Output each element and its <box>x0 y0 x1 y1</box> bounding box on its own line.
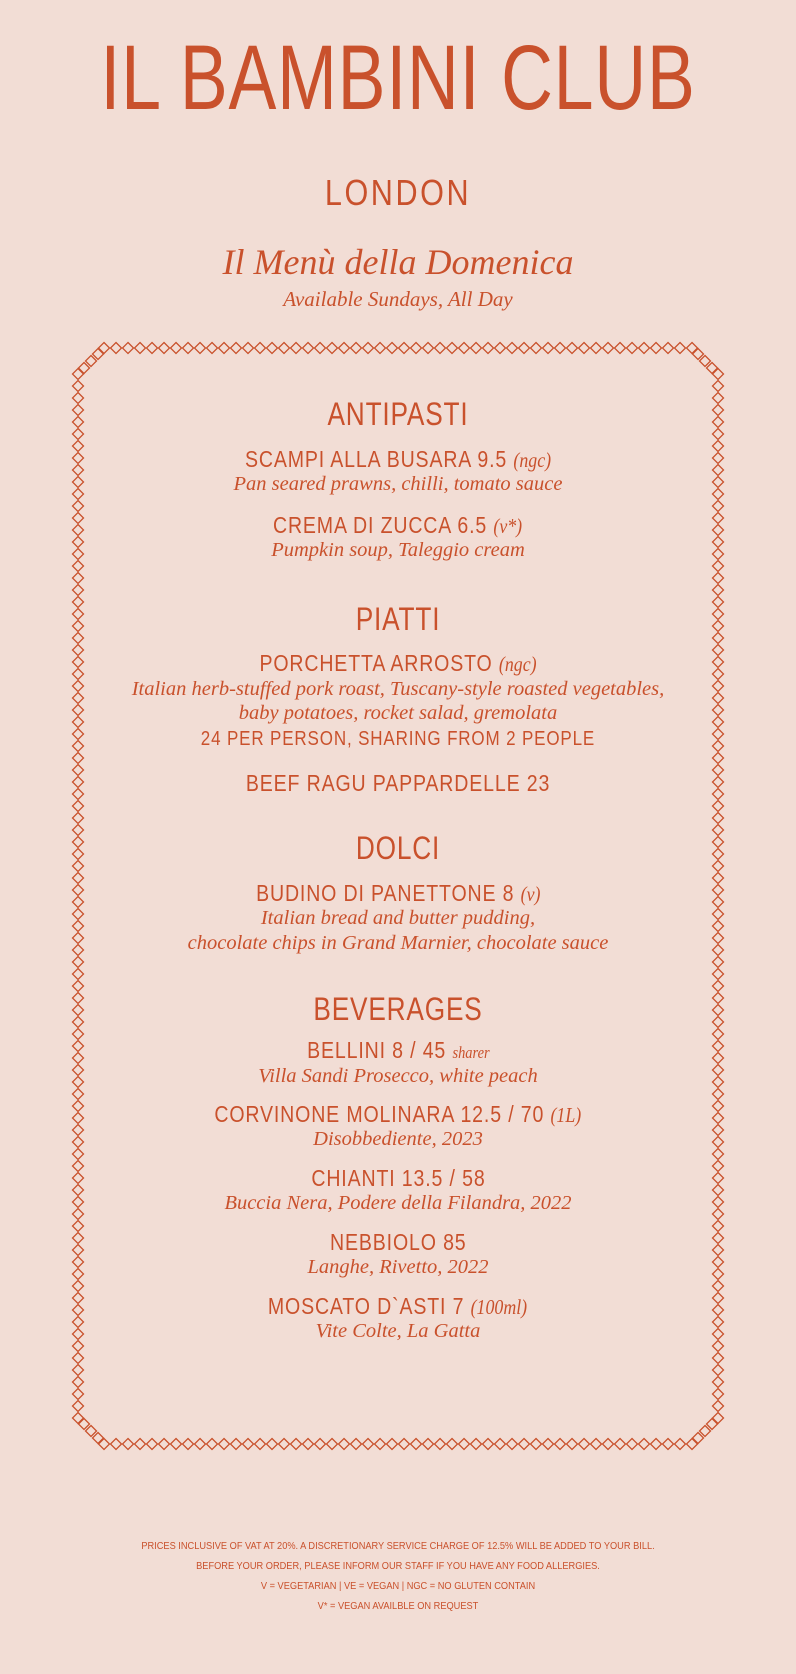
border-diamond <box>579 343 590 354</box>
border-diamond <box>675 343 686 354</box>
border-diamond <box>615 343 626 354</box>
border-diamond <box>555 343 566 354</box>
menu-item <box>76 447 720 497</box>
menu-subtitle: Available Sundays, All Day <box>283 287 513 311</box>
border-diamond <box>255 343 266 354</box>
item-name: BELLINI 8 / 45 <box>306 1037 446 1064</box>
border-diamond <box>159 1439 170 1450</box>
item-description: Pumpkin soup, Taleggio cream <box>271 538 525 561</box>
item-price-note: 24 PER PERSON, SHARING FROM 2 PEOPLE <box>200 727 596 750</box>
border-diamond <box>627 1439 638 1450</box>
border-diamond <box>159 343 170 354</box>
border-diamond <box>171 1439 182 1450</box>
item-name: CREMA DI ZUCCA 6.5 <box>273 511 488 538</box>
menu-item <box>76 513 720 563</box>
border-diamond <box>615 1439 626 1450</box>
item-description: Italian herb-stuffed pork roast, Tuscany-style roasted vegetables, <box>131 677 665 700</box>
border-diamond <box>375 1439 386 1450</box>
border-diamond <box>531 343 542 354</box>
border-diamond <box>291 343 302 354</box>
border-diamond <box>483 1439 494 1450</box>
border-diamond <box>471 1439 482 1450</box>
section-title: BEVERAGES <box>313 991 483 1028</box>
footer-allergy-note: BEFORE YOUR ORDER, PLEASE INFORM OUR STAFF IF YOU HAVE ANY FOOD ALLERGIES. <box>196 1560 600 1572</box>
item-name: SCAMPI ALLA BUSARA 9.5 <box>244 445 508 472</box>
border-diamond <box>231 1439 242 1450</box>
footer-dietary-key: V = VEGETARIAN | VE = VEGAN | NGC = NO GLUTEN CONTAIN <box>260 1580 536 1592</box>
border-diamond <box>423 1439 434 1450</box>
border-diamond <box>147 1439 158 1450</box>
border-diamond <box>243 1439 254 1450</box>
border-diamond <box>99 1439 110 1450</box>
border-diamond <box>713 1389 724 1400</box>
border-diamond <box>243 343 254 354</box>
footer-notes <box>0 1536 796 1616</box>
border-diamond <box>399 343 410 354</box>
city-label: LONDON <box>324 172 472 213</box>
item-description-line2: chocolate chips in Grand Marnier, chocolate sauce <box>187 931 609 954</box>
border-diamond <box>207 343 218 354</box>
border-diamond <box>291 1439 302 1450</box>
border-diamond <box>363 1439 374 1450</box>
item-description: Disobbediente, 2023 <box>313 1128 483 1151</box>
border-diamond <box>639 1439 650 1450</box>
menu-item <box>76 1230 720 1280</box>
item-description: Vite Colte, La Gatta <box>315 1320 481 1343</box>
border-diamond <box>73 1401 84 1412</box>
border-diamond <box>339 1439 350 1450</box>
border-diamond <box>663 1439 674 1450</box>
border-diamond <box>195 343 206 354</box>
border-diamond <box>111 343 122 354</box>
item-name: BEEF RAGU PAPPARDELLE 23 <box>245 769 551 796</box>
border-diamond <box>351 1439 362 1450</box>
border-diamond <box>651 343 662 354</box>
border-diamond <box>567 1439 578 1450</box>
border-diamond <box>447 1439 458 1450</box>
border-diamond <box>315 1439 326 1450</box>
item-description: Villa Sandi Prosecco, white peach <box>258 1064 538 1087</box>
item-description-line2: baby potatoes, rocket salad, gremolata <box>238 702 558 725</box>
border-diamond <box>459 1439 470 1450</box>
border-diamond <box>267 1439 278 1450</box>
border-diamond <box>713 1377 724 1388</box>
border-diamond <box>713 1413 724 1424</box>
border-diamond <box>123 1439 134 1450</box>
border-diamond <box>579 1439 590 1450</box>
border-diamond <box>435 343 446 354</box>
border-diamond <box>423 343 434 354</box>
border-diamond <box>267 343 278 354</box>
border-diamond <box>73 1413 84 1424</box>
border-diamond <box>315 343 326 354</box>
item-description: Langhe, Rivetto, 2022 <box>307 1256 489 1279</box>
border-diamond <box>567 343 578 354</box>
border-diamond <box>73 1377 84 1388</box>
border-diamond <box>435 1439 446 1450</box>
item-name: NEBBIOLO 85 <box>329 1228 467 1255</box>
border-diamond <box>411 343 422 354</box>
border-diamond <box>207 1439 218 1450</box>
border-diamond <box>471 343 482 354</box>
border-diamond <box>327 343 338 354</box>
border-diamond <box>411 1439 422 1450</box>
brand-logo: IL BAMBINI CLUB <box>100 27 696 129</box>
border-diamond <box>639 343 650 354</box>
dietary-note: (ngc) <box>498 652 537 677</box>
menu-item <box>76 1294 720 1344</box>
border-diamond <box>255 1439 266 1450</box>
menu-item <box>76 771 720 796</box>
border-diamond <box>135 343 146 354</box>
border-diamond <box>147 343 158 354</box>
border-diamond <box>171 343 182 354</box>
serving-note: sharer <box>452 1043 490 1063</box>
border-diamond <box>195 1439 206 1450</box>
border-diamond <box>73 381 84 392</box>
border-diamond <box>231 343 242 354</box>
dietary-note: (v*) <box>493 513 523 538</box>
border-diamond <box>183 343 194 354</box>
border-diamond <box>651 1439 662 1450</box>
border-diamond <box>339 343 350 354</box>
section-title: ANTIPASTI <box>327 396 469 432</box>
section-beverages <box>76 991 720 1343</box>
dietary-note: (ngc) <box>513 447 552 472</box>
footer-vegan-note: V* = VEGAN AVAILBLE ON REQUEST <box>317 1600 479 1612</box>
border-diamond <box>363 343 374 354</box>
border-diamond <box>495 343 506 354</box>
border-diamond <box>183 1439 194 1450</box>
border-diamond <box>219 343 230 354</box>
footer-vat-note: PRICES INCLUSIVE OF VAT AT 20%. A DISCRETIONARY SERVICE CHARGE OF 12.5% WILL BE ADDED TO YOUR BILL. <box>141 1540 655 1552</box>
border-diamond <box>351 343 362 354</box>
menu-item <box>76 1102 720 1152</box>
section-dolci <box>76 830 720 955</box>
border-diamond <box>495 1439 506 1450</box>
item-name: MOSCATO D`ASTI 7 <box>268 1292 465 1319</box>
border-diamond <box>219 1439 230 1450</box>
border-diamond <box>135 1439 146 1450</box>
border-diamond <box>713 369 724 380</box>
border-diamond <box>447 343 458 354</box>
border-diamond <box>387 343 398 354</box>
border-diamond <box>687 343 698 354</box>
border-diamond <box>687 1439 698 1450</box>
dietary-note: (v) <box>520 881 541 906</box>
serving-note: (1L) <box>550 1103 582 1128</box>
section-title: PIATTI <box>355 600 441 637</box>
item-name: BUDINO DI PANETTONE 8 <box>255 879 515 906</box>
border-diamond <box>603 1439 614 1450</box>
border-diamond <box>713 1401 724 1412</box>
border-diamond <box>519 343 530 354</box>
border-diamond <box>543 343 554 354</box>
menu-title: Il Menù della Domenica <box>222 242 574 282</box>
border-diamond <box>603 343 614 354</box>
border-diamond <box>483 343 494 354</box>
border-diamond <box>507 1439 518 1450</box>
border-diamond <box>459 343 470 354</box>
border-diamond <box>591 343 602 354</box>
item-name: PORCHETTA ARROSTO <box>259 650 493 677</box>
border-diamond <box>327 1439 338 1450</box>
border-diamond <box>375 343 386 354</box>
section-title: DOLCI <box>355 830 441 867</box>
border-diamond <box>399 1439 410 1450</box>
border-diamond <box>591 1439 602 1450</box>
border-diamond <box>303 1439 314 1450</box>
section-antipasti <box>76 396 720 563</box>
serving-note: (100ml) <box>471 1294 528 1319</box>
border-diamond <box>519 1439 530 1450</box>
border-diamond <box>663 343 674 354</box>
menu-item <box>76 1166 720 1216</box>
border-diamond <box>279 1439 290 1450</box>
item-name: CHIANTI 13.5 / 58 <box>310 1165 486 1192</box>
border-diamond <box>111 1439 122 1450</box>
border-diamond <box>387 1439 398 1450</box>
border-diamond <box>675 1439 686 1450</box>
section-piatti <box>76 601 720 797</box>
border-diamond <box>543 1439 554 1450</box>
border-diamond <box>713 381 724 392</box>
item-name: CORVINONE MOLINARA 12.5 / 70 <box>214 1101 545 1128</box>
border-diamond <box>627 343 638 354</box>
border-diamond <box>99 343 110 354</box>
border-diamond <box>555 1439 566 1450</box>
menu-item <box>76 881 720 955</box>
border-diamond <box>279 343 290 354</box>
border-diamond <box>123 343 134 354</box>
item-description: Pan seared prawns, chilli, tomato sauce <box>233 473 563 496</box>
border-diamond <box>73 1389 84 1400</box>
border-diamond <box>73 369 84 380</box>
menu-item <box>76 1038 720 1088</box>
border-diamond <box>303 343 314 354</box>
menu-item <box>76 651 720 750</box>
item-description: Buccia Nera, Podere della Filandra, 2022 <box>224 1192 572 1215</box>
border-diamond <box>531 1439 542 1450</box>
item-description: Italian bread and butter pudding, <box>260 907 536 930</box>
menu-content <box>76 396 720 1370</box>
border-diamond <box>507 343 518 354</box>
